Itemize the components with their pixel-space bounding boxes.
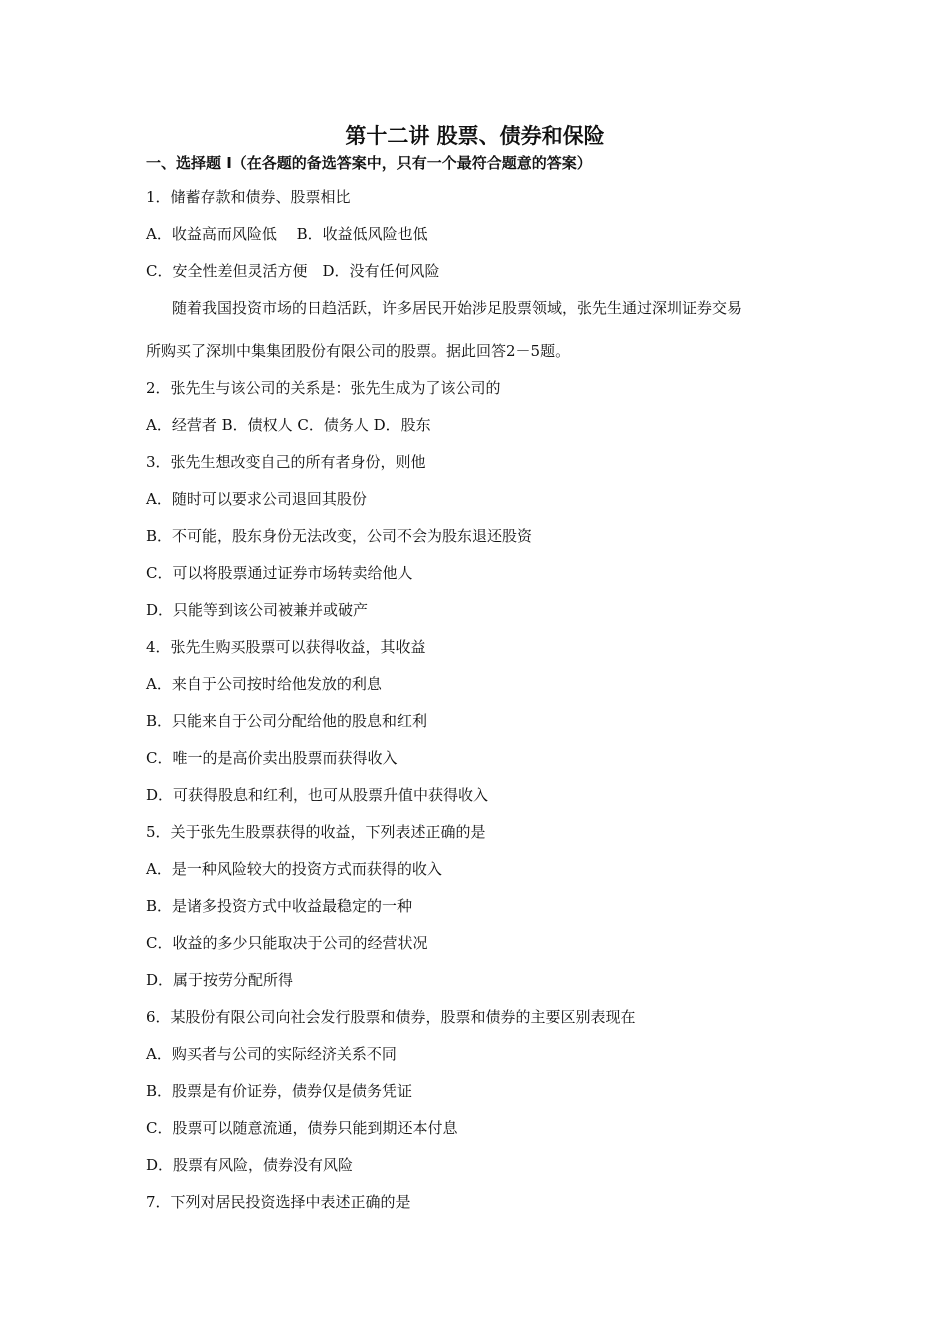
option-4b: B．只能来自于公司分配给他的股息和红利: [146, 712, 428, 730]
option-3c: C．可以将股票通过证券市场转卖给他人: [146, 564, 413, 582]
question-1: 1．储蓄存款和债券、股票相比: [146, 188, 351, 206]
option-5a: A．是一种风险较大的投资方式而获得的收入: [146, 860, 442, 878]
options-2: A．经营者 B．债权人 C．债务人 D．股东: [146, 416, 431, 434]
option-6b: B．股票是有价证券，债券仅是债务凭证: [146, 1082, 413, 1100]
option-3b: B．不可能，股东身份无法改变，公司不会为股东退还股资: [146, 527, 533, 545]
option-4d: D．可获得股息和红利，也可从股票升值中获得收入: [146, 786, 489, 804]
option-5c: C．收益的多少只能取决于公司的经营状况: [146, 934, 428, 952]
question-5: 5．关于张先生股票获得的收益，下列表述正确的是: [146, 823, 486, 841]
passage-line-2: 所购买了深圳中集集团股份有限公司的股票。据此回答2－5题。: [146, 342, 571, 360]
passage-line-1: 随着我国投资市场的日趋活跃，许多居民开始涉足股票领域，张先生通过深圳证券交易: [172, 299, 743, 317]
option-4a: A．来自于公司按时给他发放的利息: [146, 675, 382, 693]
page-title: 第十二讲 股票、债券和保险: [345, 124, 605, 148]
option-6c: C．股票可以随意流通，债券只能到期还本付息: [146, 1119, 458, 1137]
question-2: 2．张先生与该公司的关系是：张先生成为了该公司的: [146, 379, 501, 397]
options-1-cd: C．安全性差但灵活方便 D．没有任何风险: [146, 262, 440, 280]
option-5b: B．是诸多投资方式中收益最稳定的一种: [146, 897, 413, 915]
options-1-ab: A．收益高而风险低 B．收益低风险也低: [146, 225, 428, 243]
option-6a: A．购买者与公司的实际经济关系不同: [146, 1045, 397, 1063]
option-3a: A．随时可以要求公司退回其股份: [146, 490, 367, 508]
question-6: 6．某股份有限公司向社会发行股票和债券，股票和债券的主要区别表现在: [146, 1008, 636, 1026]
option-3d: D．只能等到该公司被兼并或破产: [146, 601, 369, 619]
section-heading: 一、选择题 I（在各题的备选答案中，只有一个最符合题意的答案）: [146, 154, 592, 172]
question-4: 4．张先生购买股票可以获得收益，其收益: [146, 638, 426, 656]
option-5d: D．属于按劳分配所得: [146, 971, 294, 989]
option-4c: C．唯一的是高价卖出股票而获得收入: [146, 749, 398, 767]
question-3: 3．张先生想改变自己的所有者身份，则他: [146, 453, 426, 471]
question-7: 7．下列对居民投资选择中表述正确的是: [146, 1193, 411, 1211]
option-6d: D．股票有风险，债券没有风险: [146, 1156, 354, 1174]
